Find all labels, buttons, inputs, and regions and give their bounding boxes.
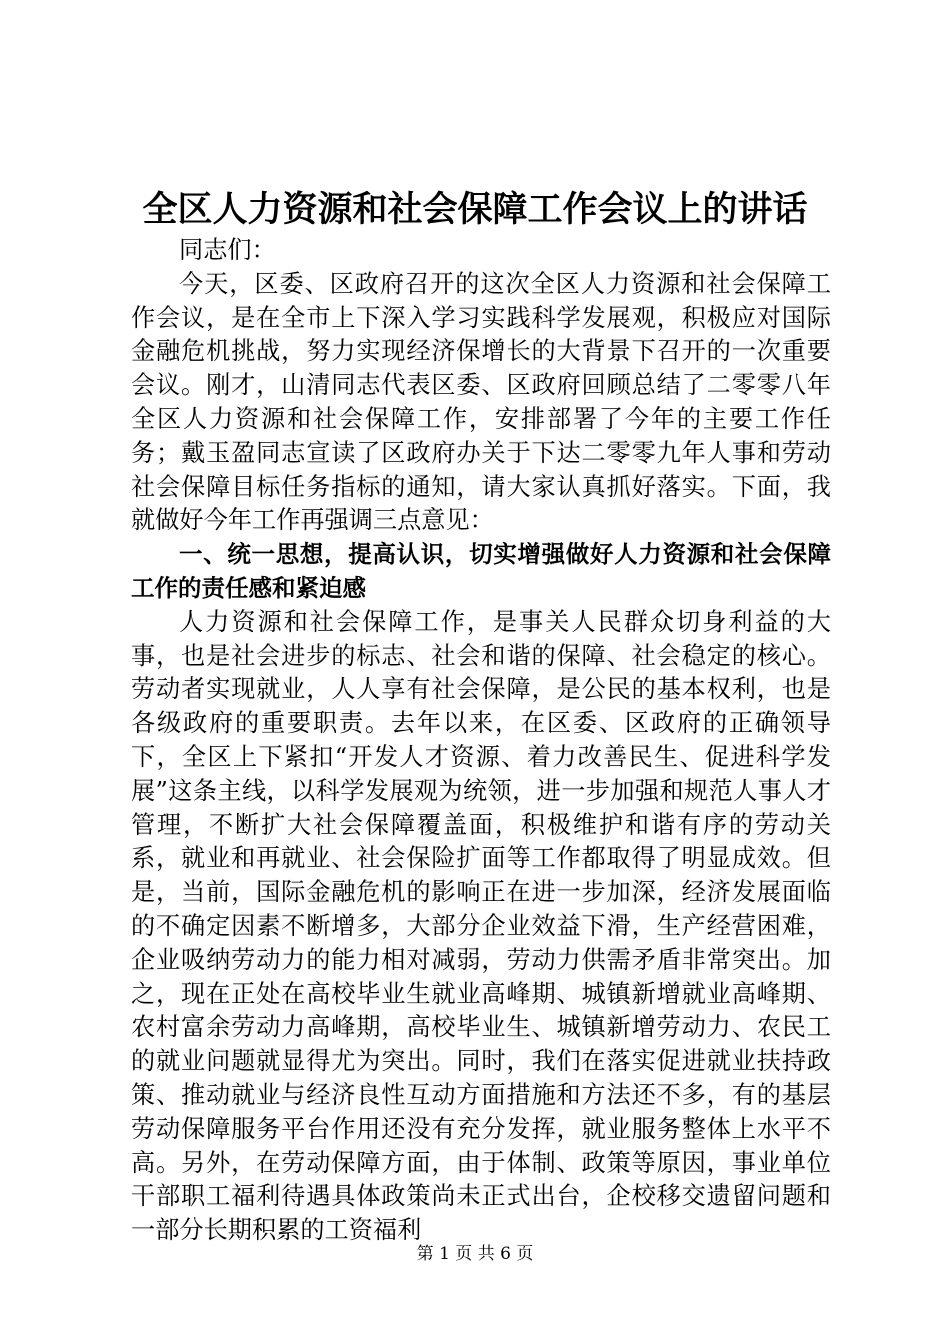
salutation: 同志们： bbox=[179, 236, 276, 264]
paragraph-opening: 今天，区委、区政府召开的这次全区人力资源和社会保障工作会议，是在全市上下深入学习实践科学发展观，积极应对国际金融危机挑战，努力实现经济保增长的大背景下召开的一次重要会议。刚才，山清同志代表区委、区政府回顾总结了二零零八年全区人力资源和社会保障工作，安排部署了今年的主要工作任务；戴玉盈同志宣读了区政府办关于下达二零零九年人事和劳动社会保障目标任务指标的通知，请大家认真抓好落实。下面，我就做好今年工作再强调三点意见： bbox=[131, 269, 831, 535]
document-title: 全区人力资源和社会保障工作会议上的讲话 bbox=[142, 189, 808, 230]
page-number-footer: 第 1 页 共 6 页 bbox=[416, 1244, 534, 1264]
document-body bbox=[131, 234, 831, 1248]
section-heading-1: 一、统一思想，提高认识，切实增强做好人力资源和社会保障工作的责任感和紧迫感 bbox=[131, 540, 831, 602]
paragraph-section-1: 人力资源和社会保障工作，是事关人民群众切身利益的大事，也是社会进步的标志、社会和谐的保障、社会稳定的核心。劳动者实现就业，人人享有社会保障，是公民的基本权利，也是各级政府的重要职责。去年以来，在区委、区政府的正确领导下，全区上下紧扣“开发人才资源、着力改善民生、促进科学发展”这条主线，以科学发展观为统领，进一步加强和规范人事人才管理，不断扩大社会保障覆盖面，积极维护和谐有序的劳动关系，就业和再就业、社会保险扩面等工作都取得了明显成效。但是，当前，国际金融危机的影响正在进一步加深，经济发展面临的不确定因素不断增多，大部分企业效益下滑，生产经营困难，企业吸纳劳动力的能力相对减弱，劳动力供需矛盾非常突出。加之，现在正处在高校毕业生就业高峰期、城镇新增就业高峰期、农村富余劳动力高峰期，高校毕业生、城镇新增劳动力、农民工的就业问题就显得尤为突出。同时，我们在落实促进就业扶持政策、推动就业与经济良性互动方面措施和方法还不多，有的基层劳动保障服务平台作用还没有充分发挥，就业服务整体上水平不高。另外，在劳动保障方面，由于体制、政策等原因，事业单位干部职工福利待遇具体政策尚未正式出台，企校移交遗留问题和一部分长期积累的工资福利 bbox=[131, 607, 831, 1245]
